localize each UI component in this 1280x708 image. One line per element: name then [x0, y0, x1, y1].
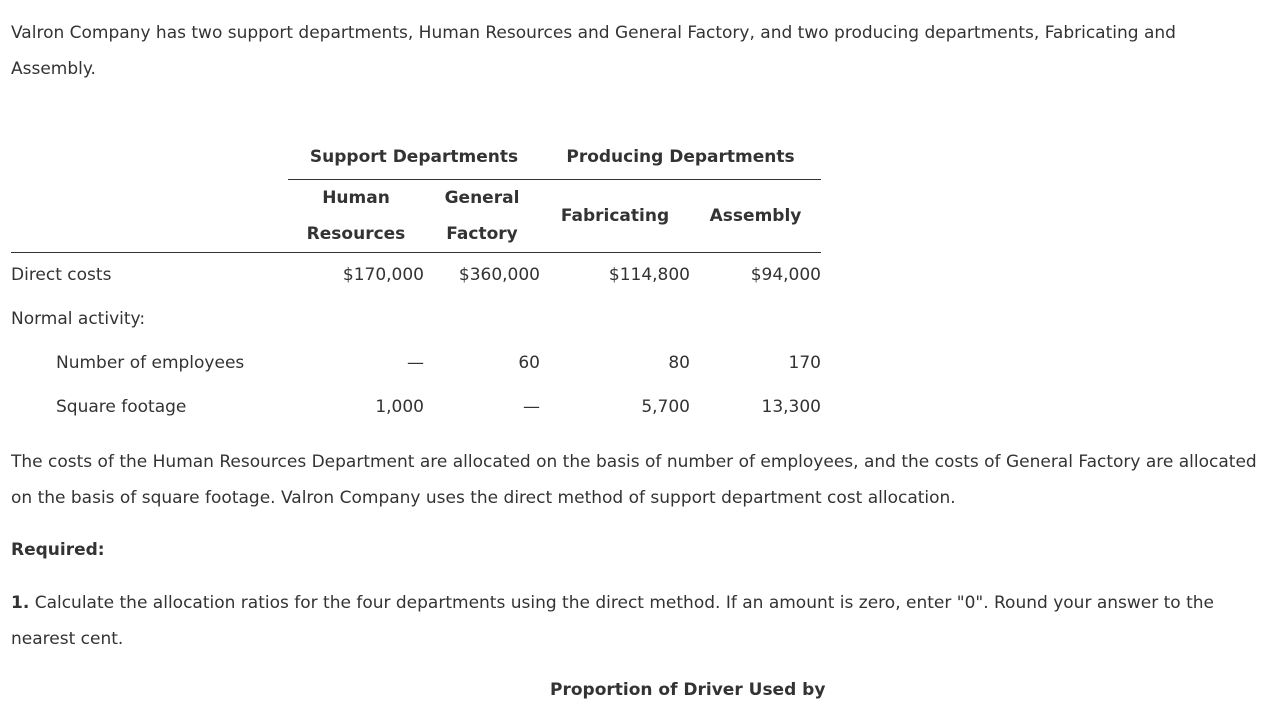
row-label: Number of employees: [56, 353, 245, 373]
cell-asm: $94,000: [750, 265, 821, 285]
question-1: [11, 585, 1271, 657]
producing-departments-header: Producing Departments: [540, 135, 821, 180]
table-row-direct-costs: [11, 253, 821, 298]
department-data-table: [11, 135, 821, 429]
col-assembly: Assembly: [690, 180, 821, 253]
table-row-normal-activity: [11, 297, 821, 341]
proportion-heading: Proportion of Driver Used by: [550, 680, 826, 700]
table-row-employees: [11, 341, 821, 385]
cell-fab: 5,700: [641, 397, 690, 417]
cell-asm: 170: [788, 353, 821, 373]
cell-hr: 1,000: [375, 397, 424, 417]
cell-fab: $114,800: [608, 265, 690, 285]
cell-hr: —: [407, 353, 424, 373]
col-fabricating: Fabricating: [540, 180, 690, 253]
table-row-square-footage: [11, 385, 821, 429]
question-text: Calculate the allocation ratios for the four departments using the direct method. If an amount is zero, enter "0". Round your answer to the nearest cent.: [11, 593, 1215, 649]
row-label: Square footage: [56, 397, 187, 417]
intro-paragraph: Valron Company has two support departments, Human Resources and General Factory, and two producing departments, Fabricating and Assembly.: [11, 23, 1176, 79]
cell-gf: $360,000: [458, 265, 540, 285]
column-header-row: [11, 180, 821, 253]
group-header-row: [11, 135, 821, 180]
row-label: Direct costs: [11, 265, 112, 285]
allocation-basis-paragraph: The costs of the Human Resources Department are allocated on the basis of number of employees, and the costs of General Factory are allocated on the basis of square footage. Valron Company uses the direct method of support department cost allocation.: [11, 452, 1257, 508]
support-departments-header: Support Departments: [288, 135, 540, 180]
col-general-factory: General Factory: [424, 180, 540, 253]
cell-asm: 13,300: [761, 397, 821, 417]
required-label: Required:: [11, 540, 105, 560]
row-label: Normal activity:: [11, 309, 146, 329]
question-number: 1.: [11, 593, 30, 613]
cell-fab: 80: [668, 353, 690, 373]
cell-hr: $170,000: [342, 265, 424, 285]
col-human-resources: Human Resources: [288, 180, 424, 253]
cell-gf: 60: [518, 353, 540, 373]
cell-gf: —: [523, 397, 540, 417]
